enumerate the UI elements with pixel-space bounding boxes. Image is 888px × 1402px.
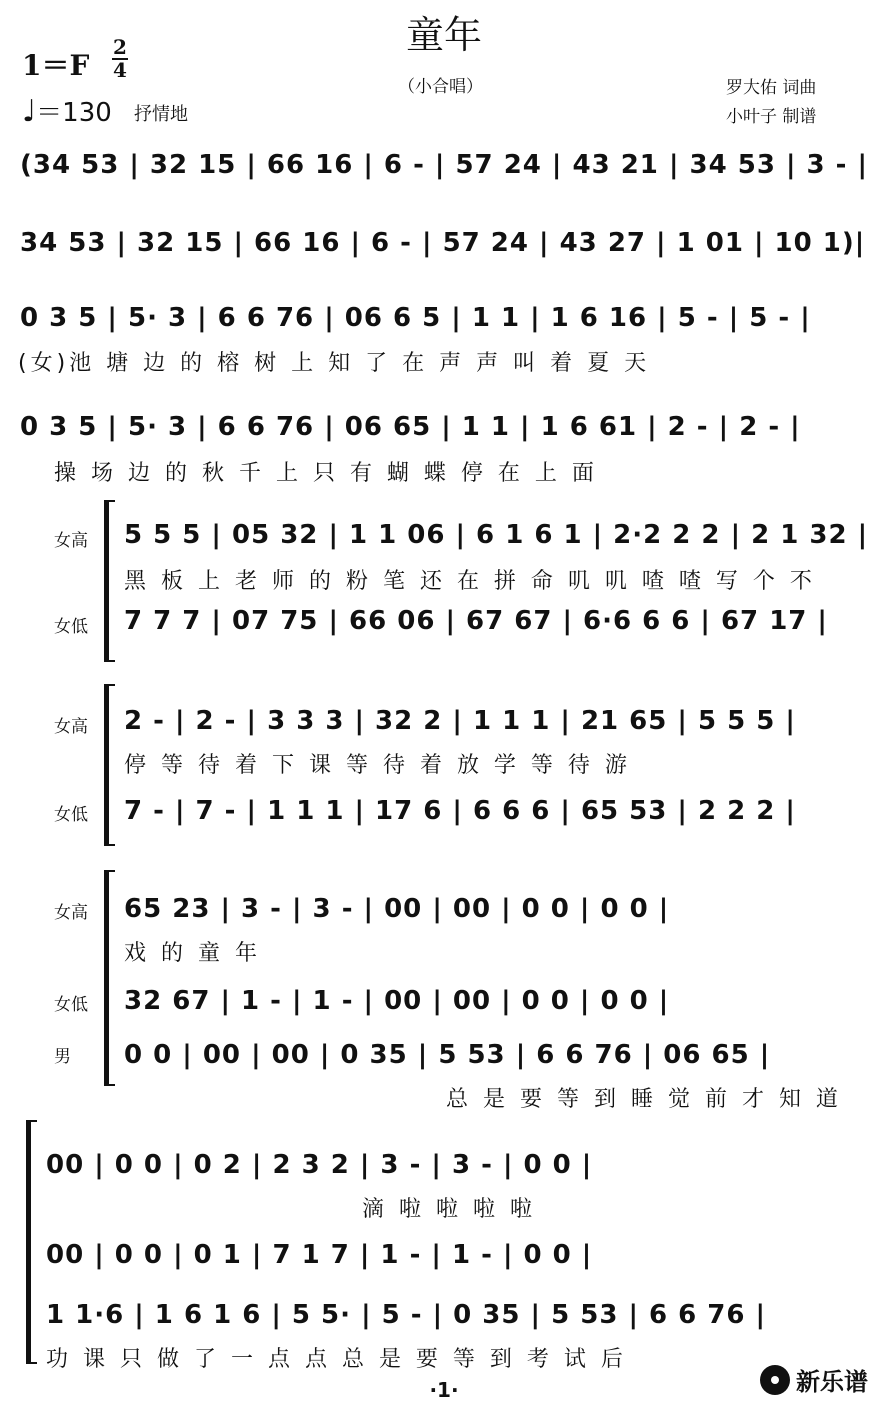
- system-4-soprano: 00 | 0 0 | 0 2 | 2 3 2 | 3 - | 3 - | 0 0 |: [46, 1150, 593, 1180]
- record-icon: [760, 1365, 790, 1395]
- system-4-alto: 00 | 0 0 | 0 1 | 7 1 7 | 1 - | 1 - | 0 0 |: [46, 1240, 593, 1270]
- page-number: ·1·: [429, 1378, 459, 1402]
- system-4-brace: [26, 1120, 37, 1364]
- lyricist-credit: 罗大佑 词曲: [726, 78, 817, 98]
- subtitle: （小合唱）: [398, 77, 483, 97]
- voice-label-soprano: 女高: [54, 717, 88, 737]
- system-1-soprano-lyric: 黑 板 上 老 师 的 粉 笔 还 在 拼 命 叽 叽 喳 喳 写 个 不: [124, 569, 816, 594]
- voice-label-male: 男: [54, 1047, 71, 1067]
- verse-row-1-lyric: (女)池 塘 边 的 榕 树 上 知 了 在 声 声 叫 着 夏 天: [18, 351, 651, 376]
- expression-mark: 抒情地: [134, 104, 188, 125]
- system-3-male-lyric: 总 是 要 等 到 睡 觉 前 才 知 道: [446, 1087, 842, 1112]
- system-2-alto: 7 - | 7 - | 1 1 1 | 17 6 | 6 6 6 | 65 53 | 2 2 2 |: [124, 796, 796, 826]
- voice-label-soprano: 女高: [54, 531, 88, 551]
- voice-label-soprano: 女高: [54, 903, 88, 923]
- system-1-alto: 7 7 7 | 07 75 | 66 06 | 67 67 | 6·6 6 6 | 67 17 |: [124, 606, 828, 636]
- system-4-soprano-lyric: 滴 啦 啦 啦 啦: [362, 1197, 536, 1222]
- verse-row-1-notes: 0 3 5 | 5· 3 | 6 6 76 | 06 6 5 | 1 1 | 1 6 16 | 5 - | 5 - |: [20, 303, 811, 333]
- voice-label-alto: 女低: [54, 617, 88, 637]
- system-2-brace: [104, 684, 115, 846]
- verse-row-2-lyric: 操 场 边 的 秋 千 上 只 有 蝴 蝶 停 在 上 面: [54, 461, 598, 486]
- system-2-soprano-lyric: 停 等 待 着 下 课 等 待 着 放 学 等 待 游: [124, 753, 631, 778]
- time-top: 2: [113, 35, 127, 59]
- system-3-male: 0 0 | 00 | 00 | 0 35 | 5 53 | 6 6 76 | 06 65 |: [124, 1040, 771, 1070]
- key-signature: 1＝F: [22, 49, 90, 82]
- time-signature: [112, 35, 128, 82]
- system-3-alto: 32 67 | 1 - | 1 - | 00 | 00 | 0 0 | 0 0 |: [124, 986, 670, 1016]
- system-4-male-lyric: 功 课 只 做 了 一 点 点 总 是 要 等 到 考 试 后: [46, 1347, 627, 1372]
- system-1-brace: [104, 500, 115, 662]
- logo-text: 新乐谱: [796, 1368, 868, 1396]
- system-2-soprano: 2 - | 2 - | 3 3 3 | 32 2 | 1 1 1 | 21 65 | 5 5 5 |: [124, 706, 796, 736]
- tempo-marking: [22, 92, 112, 129]
- tempo-value: ＝130: [36, 98, 112, 128]
- site-logo: [760, 1362, 868, 1397]
- system-3-soprano-lyric: 戏 的 童 年: [124, 941, 261, 966]
- arranger-credit: 小叶子 制谱: [726, 107, 817, 127]
- time-bottom: 4: [113, 58, 127, 82]
- quarter-note-icon: ♩: [22, 94, 37, 129]
- system-3-brace: [104, 870, 115, 1086]
- song-title: 童年: [405, 13, 482, 57]
- intro-row-2: 34 53 | 32 15 | 66 16 | 6 - | 57 24 | 43 27 | 1 01 | 10 1)|: [20, 228, 866, 258]
- voice-label-alto: 女低: [54, 995, 88, 1015]
- system-1-soprano: 5 5 5 | 05 32 | 1 1 06 | 6 1 6 1 | 2·2 2 2 | 2 1 32 |: [124, 520, 869, 550]
- system-4-male: 1 1·6 | 1 6 1 6 | 5 5· | 5 - | 0 35 | 5 53 | 6 6 76 |: [46, 1300, 767, 1330]
- system-3-soprano: 65 23 | 3 - | 3 - | 00 | 00 | 0 0 | 0 0 |: [124, 894, 670, 924]
- intro-row-1: (34 53 | 32 15 | 66 16 | 6 - | 57 24 | 43 21 | 34 53 | 3 - |: [20, 150, 868, 180]
- voice-label-alto: 女低: [54, 805, 88, 825]
- verse-row-2-notes: 0 3 5 | 5· 3 | 6 6 76 | 06 65 | 1 1 | 1 6 61 | 2 - | 2 - |: [20, 412, 801, 442]
